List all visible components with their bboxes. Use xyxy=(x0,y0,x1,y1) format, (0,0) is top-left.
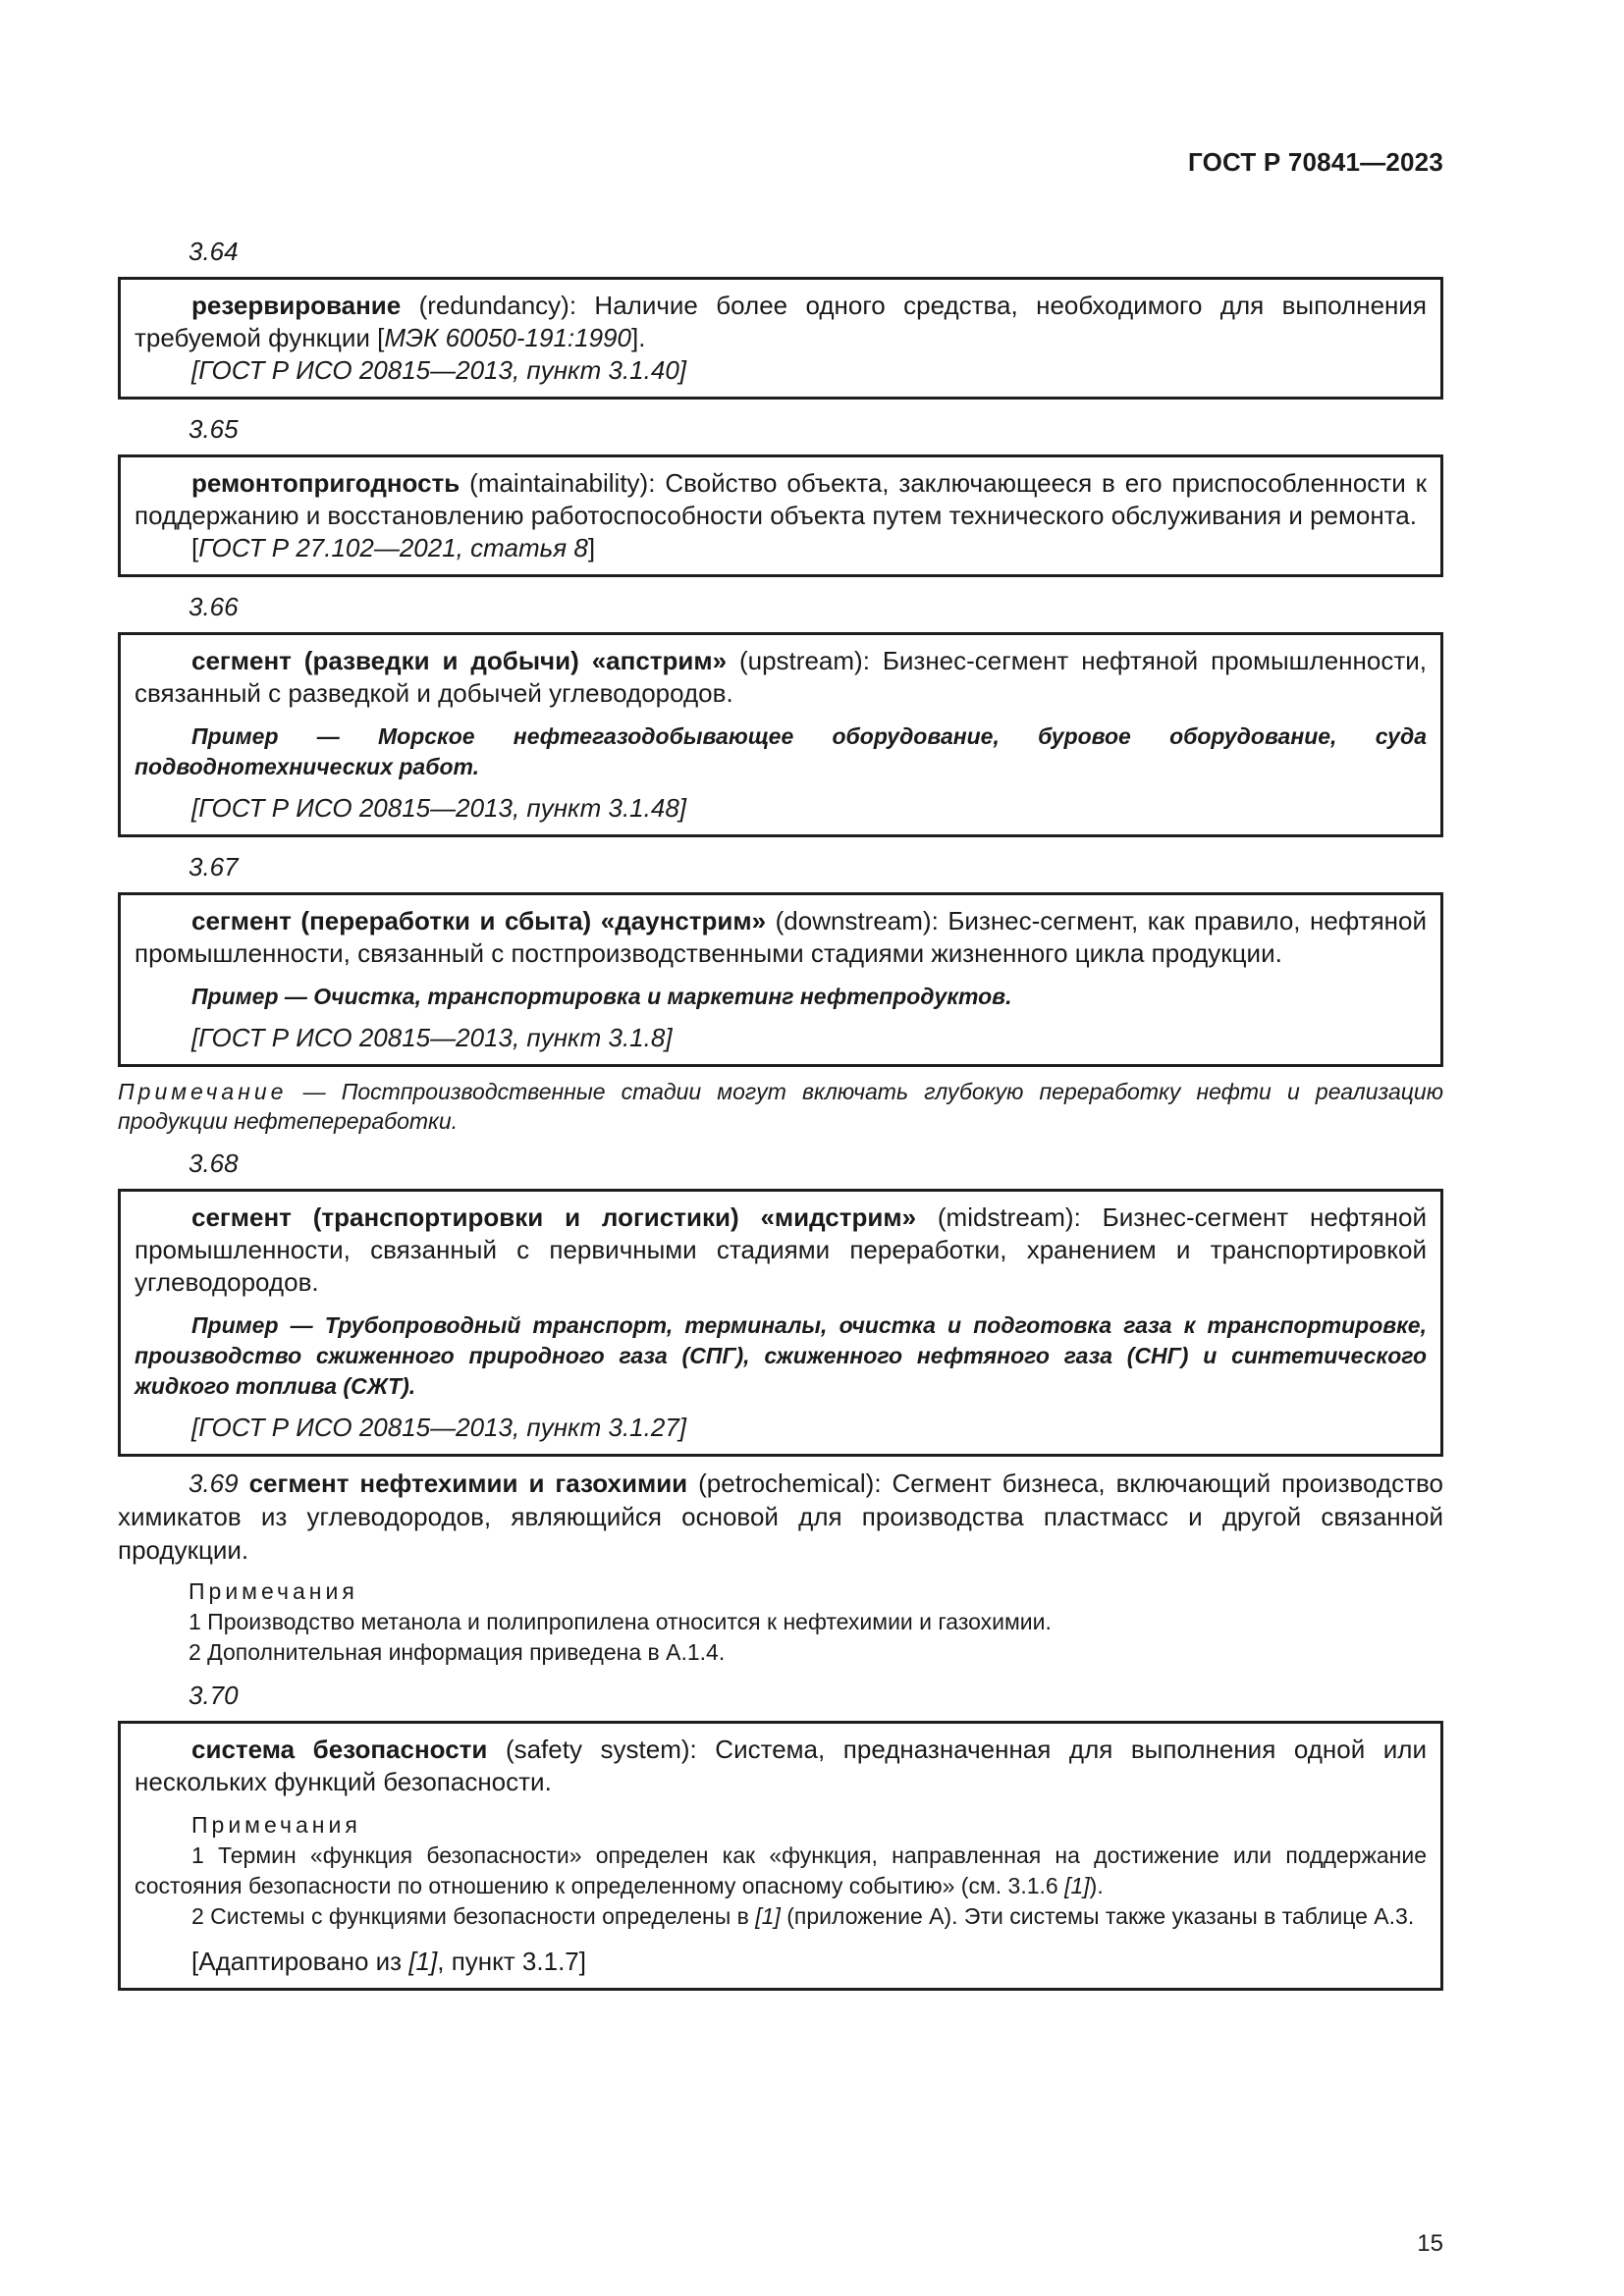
entry-number-3-68: 3.68 xyxy=(189,1148,239,1178)
definition-box-3-66 xyxy=(118,632,1443,837)
entry-number-3-70: 3.70 xyxy=(189,1681,239,1710)
entry-number-3-65: 3.65 xyxy=(189,414,239,444)
term: сегмент нефтехимии и газохимии xyxy=(248,1468,688,1498)
example-text: Пример — Морское нефтегазодобывающее оборудование, буровое оборудование, суда подводнотехнических работ. xyxy=(135,723,1427,779)
definition-text: ремонтопригодность (maintainability): Свойство объекта, заключающееся в его приспособленности к поддержанию и восстановлению работоспособности объекта путем технического обслуживания и ремонта. xyxy=(135,468,1427,530)
term-english: (downstream) xyxy=(766,906,932,935)
source-citation: [ГОСТ Р ИСО 20815—2013, пункт 3.1.27] xyxy=(191,1413,687,1442)
term: сегмент (разведки и добычи) «апстрим» xyxy=(191,646,728,675)
source-citation: [ГОСТ Р ИСО 20815—2013, пункт 3.1.40] xyxy=(191,355,687,385)
definition-text: сегмент (разведки и добычи) «апстрим» (upstream): Бизнес-сегмент нефтяной промышленности, связанный с разведкой и добычей углеводородов. xyxy=(135,646,1427,708)
definition-box-3-67 xyxy=(118,892,1443,1067)
term: ремонтопригодность xyxy=(191,468,460,498)
definition-text: сегмент (транспортировки и логистики) «мидстрим» (midstream): Бизнес-сегмент нефтяной промышленности, связанный с первичными стадиями переработки, хранением и транспортировкой углеводородов. xyxy=(135,1202,1427,1297)
notes-3-70 xyxy=(135,1810,1427,1932)
term-english: (upstream) xyxy=(727,646,863,675)
note-item: 1 Производство метанола и полипропилена относится к нефтехимии и газохимии. xyxy=(189,1609,1052,1634)
source-citation: [ГОСТ Р 27.102—2021, статья 8] xyxy=(191,533,596,562)
example-text: Пример — Трубопроводный транспорт, терминалы, очистка и подготовка газа к транспортировке, производство сжиженного природного газа (СПГ), сжиженного нефтяного газа (СНГ) и синтетического жидкого топлива (СЖТ). xyxy=(135,1312,1427,1399)
term: резервирование xyxy=(191,291,402,320)
notes-heading: Примечания xyxy=(189,1578,358,1604)
reference: МЭК 60050-191:1990 xyxy=(384,323,631,352)
definition-text: сегмент (переработки и сбыта) «даунстрим» (downstream): Бизнес-сегмент, как правило, нефтяной промышленности, связанный с постпроизводственными стадиями жизненного цикла продукции. xyxy=(135,906,1428,968)
entry-number-3-69: 3.69 xyxy=(189,1468,239,1498)
definition-box-3-70 xyxy=(118,1721,1443,1991)
page-number: 15 xyxy=(1417,2230,1443,2257)
term-english: (maintainability) xyxy=(460,468,649,498)
note-item: 1 Термин «функция безопасности» определен как «функция, направленная на достижение или поддержание состояния безопасности по отношению к определенному опасному событию» (см. 3.1.6 [1]). xyxy=(135,1842,1427,1898)
entry-number-3-64: 3.64 xyxy=(189,237,239,266)
term-english: (petrochemical) xyxy=(687,1468,875,1498)
page-body xyxy=(118,224,1443,2001)
definition-box-3-64 xyxy=(118,277,1443,400)
definition-3-69: 3.69 сегмент нефтехимии и газохимии (petrochemical): Сегмент бизнеса, включающий производство химикатов из углеводородов, являющийся основой для производства пластмасс и другой связанной продукции. xyxy=(118,1468,1443,1565)
entry-number-3-66: 3.66 xyxy=(189,592,239,621)
example-text: Пример — Очистка, транспортировка и маркетинг нефтепродуктов. xyxy=(191,984,1012,1009)
term-english: (midstream) xyxy=(916,1202,1074,1232)
note-3-67: Примечание — Постпроизводственные стадии могут включать глубокую переработку нефти и реализацию продукции нефтепереработки. xyxy=(118,1079,1443,1134)
term: сегмент (транспортировки и логистики) «мидстрим» xyxy=(191,1202,917,1232)
entry-number-3-67: 3.67 xyxy=(189,852,239,881)
source-citation: [Адаптировано из [1], пункт 3.1.7] xyxy=(191,1947,586,1976)
document-code: ГОСТ Р 70841—2023 xyxy=(1188,147,1443,177)
note-item: 2 Дополнительная информация приведена в А.1.4. xyxy=(189,1639,726,1665)
definition-box-3-65 xyxy=(118,454,1443,577)
source-citation: [ГОСТ Р ИСО 20815—2013, пункт 3.1.8] xyxy=(191,1023,673,1052)
note-item: 2 Системы с функциями безопасности определены в [1] (приложение А). Эти системы также указаны в таблице А.3. xyxy=(191,1903,1415,1929)
definition-text: резервирование (redundancy): Наличие более одного средства, необходимого для выполнения требуемой функции [МЭК 60050-191:1990]. xyxy=(135,291,1427,352)
term: система безопасности xyxy=(191,1735,488,1764)
term-english: (redundancy) xyxy=(401,291,569,320)
definition-box-3-68 xyxy=(118,1189,1443,1457)
term: сегмент (переработки и сбыта) «даунстрим» xyxy=(191,906,767,935)
notes-3-69 xyxy=(118,1576,1443,1668)
notes-heading: Примечания xyxy=(191,1812,361,1838)
term-english: (safety system) xyxy=(487,1735,690,1764)
source-citation: [ГОСТ Р ИСО 20815—2013, пункт 3.1.48] xyxy=(191,793,687,823)
definition-text: система безопасности (safety system): Система, предназначенная для выполнения одной или нескольких функций безопасности. xyxy=(135,1735,1428,1796)
